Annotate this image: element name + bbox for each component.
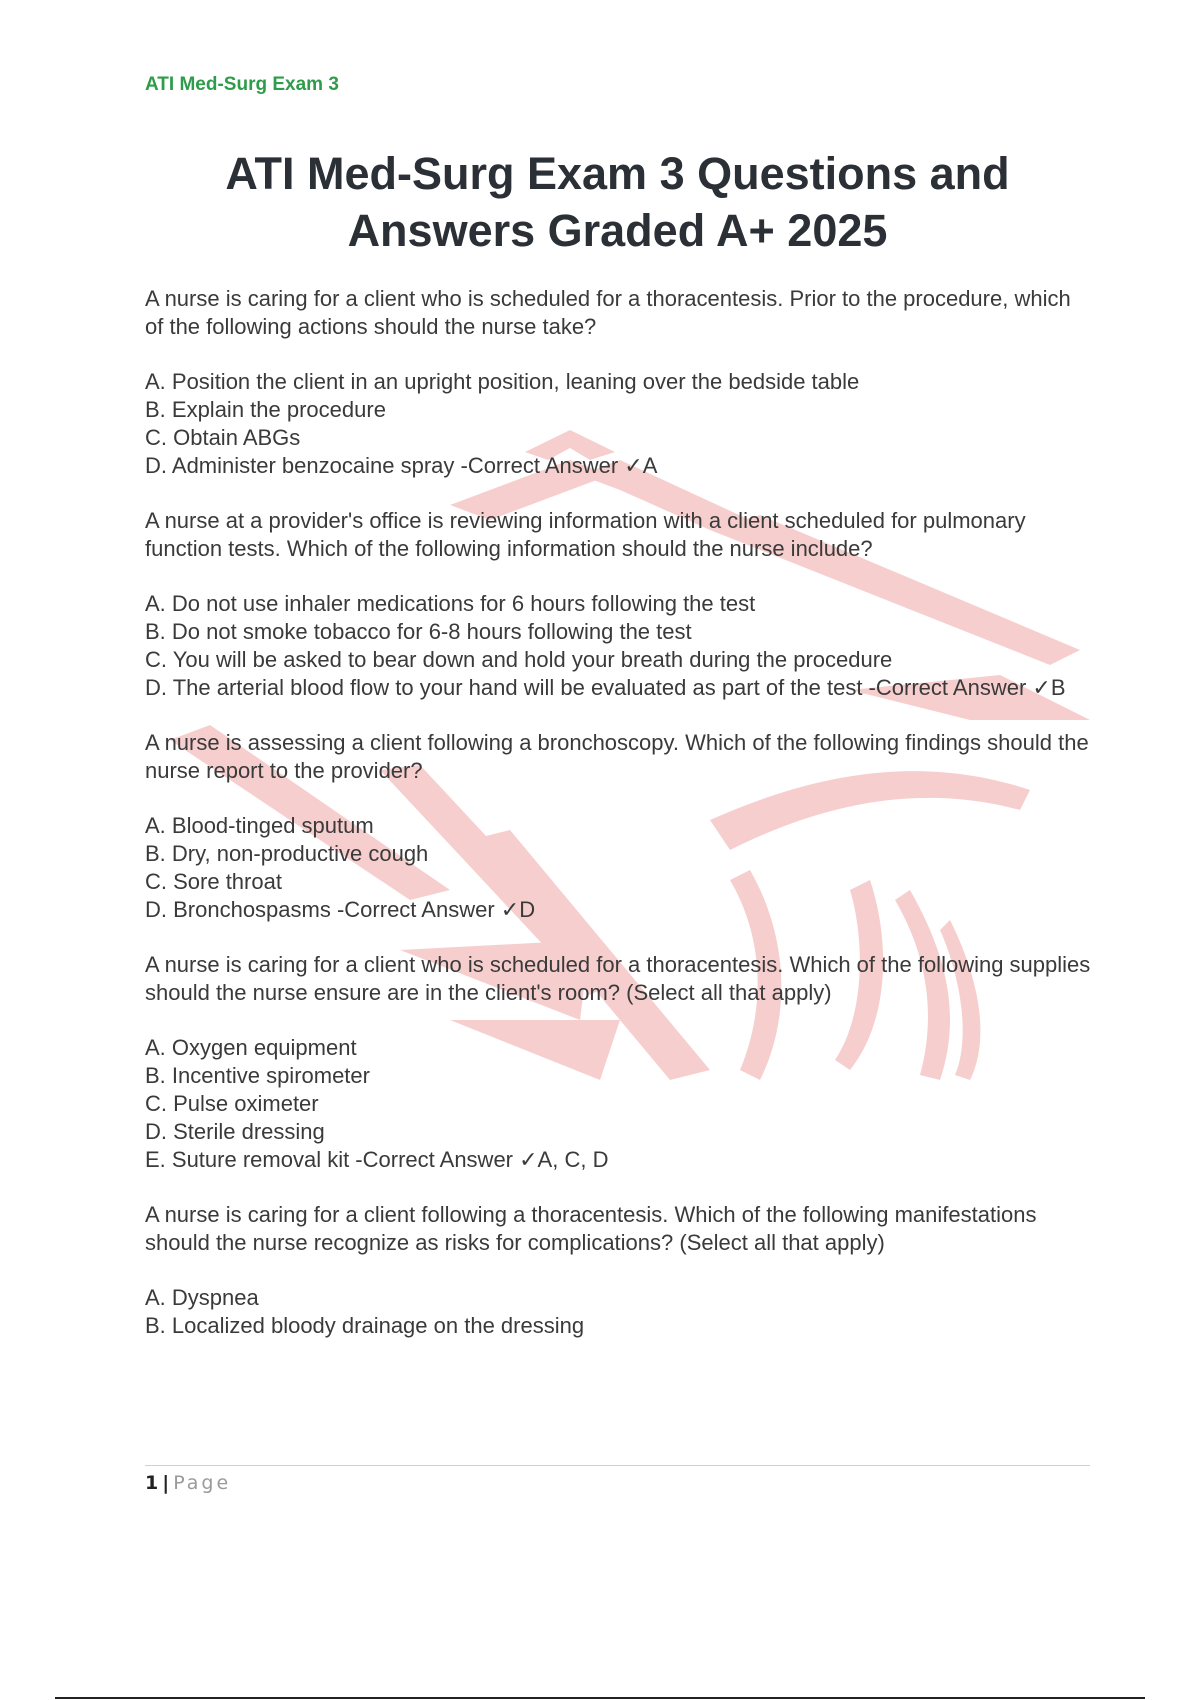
page-number: 1 bbox=[145, 1472, 159, 1494]
question-item bbox=[145, 729, 1095, 924]
page-label: Page bbox=[173, 1472, 232, 1494]
answer-option: E. Suture removal kit -Correct Answer ✓A, C, D bbox=[145, 1147, 609, 1172]
page-bottom-border bbox=[55, 1697, 1145, 1699]
page-footer bbox=[145, 1472, 231, 1494]
answer-option: D. Bronchospasms -Correct Answer ✓D bbox=[145, 897, 536, 922]
question-stem: A nurse is caring for a client who is scheduled for a thoracentesis. Which of the following supplies should the nurse ensure are in the client's room? (Select all that apply) bbox=[145, 952, 1091, 1005]
question-stem: A nurse at a provider's office is reviewing information with a client scheduled for pulmonary function tests. Which of the following information should the nurse include? bbox=[145, 508, 1026, 561]
answer-option: C. Obtain ABGs bbox=[145, 425, 301, 450]
answer-option: B. Localized bloody drainage on the dressing bbox=[145, 1313, 585, 1338]
question-stem: A nurse is assessing a client following a bronchoscopy. Which of the following findings should the nurse report to the provider? bbox=[145, 730, 1089, 783]
answer-option: B. Do not smoke tobacco for 6-8 hours following the test bbox=[145, 619, 692, 644]
answer-option: B. Explain the procedure bbox=[145, 397, 386, 422]
answer-option: A. Position the client in an upright position, leaning over the bedside table bbox=[145, 369, 860, 394]
answer-option: D. Administer benzocaine spray -Correct Answer ✓A bbox=[145, 453, 658, 478]
question-item bbox=[145, 1201, 1095, 1340]
title-line-2: Answers Graded A+ 2025 bbox=[347, 205, 888, 256]
document-title bbox=[145, 145, 1090, 259]
question-item bbox=[145, 507, 1095, 702]
question-item bbox=[145, 285, 1095, 480]
question-item bbox=[145, 951, 1095, 1174]
question-stem: A nurse is caring for a client who is scheduled for a thoracentesis. Prior to the procedure, which of the following actions should the nurse take? bbox=[145, 286, 1071, 339]
answer-option: A. Do not use inhaler medications for 6 hours following the test bbox=[145, 591, 756, 616]
answer-option: D. Sterile dressing bbox=[145, 1119, 325, 1144]
answer-option: B. Dry, non-productive cough bbox=[145, 841, 429, 866]
answer-option: A. Oxygen equipment bbox=[145, 1035, 357, 1060]
answer-option: D. The arterial blood flow to your hand will be evaluated as part of the test -Correct Answer ✓B bbox=[145, 675, 1066, 700]
answer-option: C. You will be asked to bear down and hold your breath during the procedure bbox=[145, 647, 893, 672]
title-line-1: ATI Med-Surg Exam 3 Questions and bbox=[225, 148, 1010, 199]
footer-separator: | bbox=[162, 1472, 170, 1494]
question-stem: A nurse is caring for a client following a thoracentesis. Which of the following manifestations should the nurse recognize as risks for complications? (Select all that apply) bbox=[145, 1202, 1037, 1255]
footer-divider bbox=[145, 1465, 1090, 1466]
answer-option: A. Dyspnea bbox=[145, 1285, 259, 1310]
answer-option: B. Incentive spirometer bbox=[145, 1063, 370, 1088]
answer-option: C. Sore throat bbox=[145, 869, 282, 894]
running-header: ATI Med-Surg Exam 3 bbox=[145, 74, 339, 95]
answer-option: C. Pulse oximeter bbox=[145, 1091, 319, 1116]
answer-option: A. Blood-tinged sputum bbox=[145, 813, 374, 838]
question-list bbox=[145, 285, 1095, 1367]
